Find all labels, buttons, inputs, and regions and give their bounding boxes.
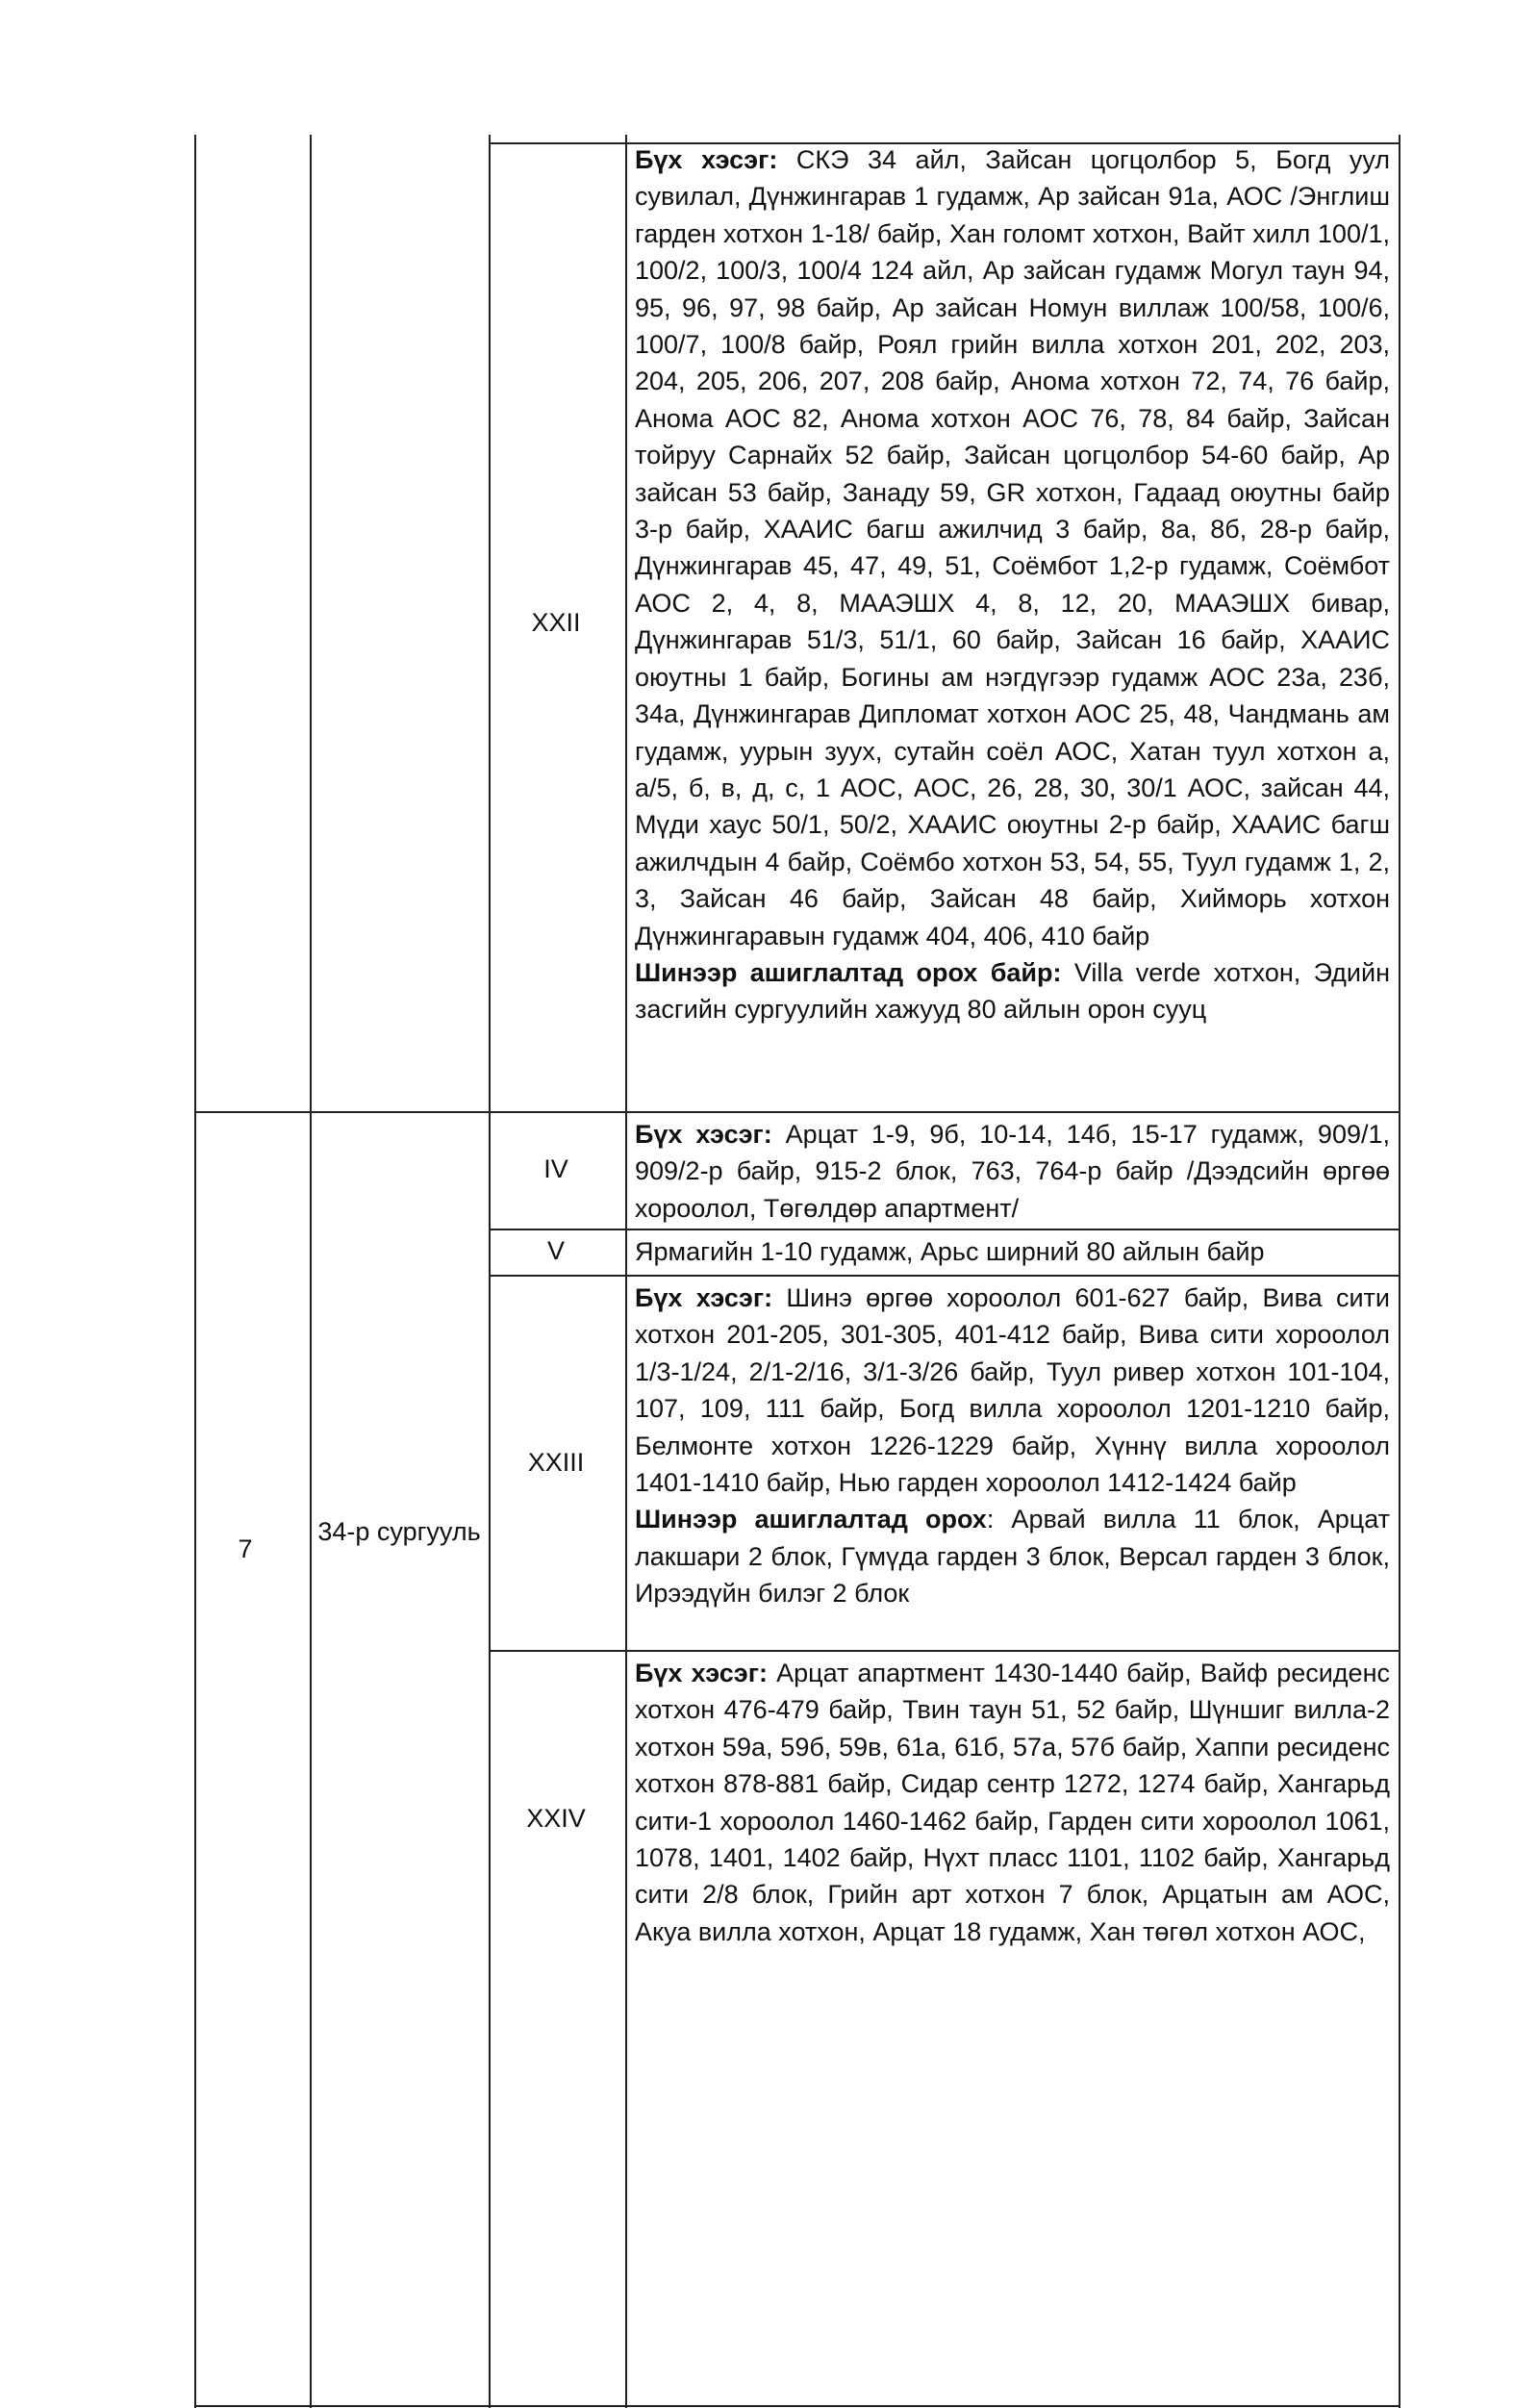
- address-paragraph: [635, 1501, 1390, 1611]
- section-label: Шинээр ашиглалтад орох байр:: [635, 957, 1062, 987]
- khoroo-number: XXIII: [527, 1448, 585, 1477]
- row-number: 7: [238, 1534, 253, 1563]
- address-text: Villa verde хотхон, Эдийн засгийн сургуулийн хажууд 80 айлын орон сууц: [635, 957, 1390, 1025]
- table-border-left: [194, 135, 196, 2408]
- school-name: 34-р сургууль: [317, 1517, 481, 1546]
- table-border-right: [1399, 135, 1400, 2408]
- section-label: Бүх хэсэг:: [635, 1120, 772, 1149]
- address-paragraph: [635, 1116, 1390, 1227]
- address-text: Арцат апартмент 1430-1440 байр, Вайф ресиденс хотхон 476-479 байр, Твин таун 51, 52 байр, Шүншиг вилла-2 хотхон 59а, 59б, 59в, 61а, 61б, 57а, 57б байр, Хаппи ресиденс хотхон 878-881 байр, Сидар сентр 1272, 1274 байр, Хангарьд сити-1 хороолол 1460-1462 байр, Гарден сити хороолол 1061, 1078, 1401, 1402 байр, Нүхт пласс 1101, 1102 байр, Хангарьд сити 2/8 блок, Грийн арт хотхон 7 блок, Арцатын ам АОС, Акуа вилла хотхон, Арцат 18 гудамж, Хан төгөл хотхон АОС,: [635, 1659, 1390, 1946]
- address-paragraph: [635, 1655, 1390, 1950]
- address-cell: [635, 1655, 1390, 1950]
- row-divider: [489, 1229, 1400, 1230]
- address-paragraph: [635, 954, 1390, 1028]
- address-text: Ярмагийн 1-10 гудамж, Арьс ширний 80 айлын байр: [635, 1237, 1265, 1266]
- row-divider: [489, 1275, 1400, 1277]
- section-label: Бүх хэсэг:: [635, 1659, 768, 1687]
- address-cell: [635, 141, 1390, 1028]
- khoroo-number: V: [546, 1236, 565, 1265]
- khoroo-number: IV: [543, 1154, 568, 1183]
- khoroo-number: XXIV: [526, 1804, 586, 1833]
- row-divider: [194, 2405, 1400, 2407]
- table-border-col2: [489, 135, 491, 2408]
- khoroo-number: XXII: [531, 608, 581, 637]
- address-text: Арцат 1-9, 9б, 10-14, 14б, 15-17 гудамж, 909/1, 909/2-р байр, 915-2 блок, 763, 764-р байр /Дээдсийн өргөө хороолол, Төгөлдөр апартмент/: [635, 1120, 1390, 1223]
- address-paragraph: [635, 141, 1390, 954]
- address-cell: [635, 1280, 1390, 1612]
- row-divider: [489, 1650, 1400, 1652]
- address-text: : Арвай вилла 11 блок, Арцат лакшари 2 блок, Гүмүда гарден 3 блок, Версал гарден 3 блок, Ирээдүйн билэг 2 блок: [635, 1505, 1390, 1609]
- address-paragraph: [635, 1280, 1390, 1501]
- address-text: СКЭ 34 айл, Зайсан цогцолбор 5, Богд уул сувилал, Дүнжингарав 1 гудамж, Ар зайсан 91а, АОС /Энглиш гарден хотхон 1-18/ байр, Хан голомт хотхон, Вайт хилл 100/1, 100/2, 100/3, 100/4 124 айл, Ар зайсан гудамж Могул таун 94, 95, 96, 97, 98 байр, Ар зайсан Номун виллаж 100/58, 100/6, 100/7, 100/8 байр, Роял грийн вилла хотхон 201, 202, 203, 204, 205, 206, 207, 208 байр, Анома хотхон 72, 74, 76 байр, Анома АОС 82, Анома хотхон АОС 76, 78, 84 байр, Зайсан тойруу Сарнайх 52 байр, Зайсан цогцолбор 54-60 байр, Ар зайсан 53 байр, Занаду 59, GR хотхон, Гадаад оюутны байр 3-р байр, ХААИС багш ажилчид 3 байр, 8а, 8б, 28-р байр, Дүнжингарав 45, 47, 49, 51, Соёмбот 1,2-р гудамж, Соёмбот АОС 2, 4, 8, МААЭШХ 4, 8, 12, 20, МААЭШХ бивар, Дүнжингарав 51/3, 51/1, 60 байр, Зайсан 16 байр, ХААИС оюутны 1 байр, Богины ам нэгдүгээр гудамж АОС 23а, 23б, 34а, Дүнжингарав Дипломат хотхон АОС 25, 48, Чандмань ам гудамж, уурын зуух, сутайн соёл АОС, Хатан туул хотхон а, а/5, б, в, д, с, 1 АОС, АОС, 26, 28, 30, 30/1 АОС, зайсан 44, Мүди хаус 50/1, 50/2, ХААИС оюутны 2-р байр, ХААИС багш ажилчдын 4 байр, Соёмбо хотхон 53, 54, 55, Туул гудамж 1, 2, 3, Зайсан 46 байр, Зайсан 48 байр, Хийморь хотхон Дүнжингаравын гудамж 404, 406, 410 байр: [635, 145, 1390, 951]
- address-paragraph: [635, 1233, 1390, 1270]
- section-label: Бүх хэсэг:: [635, 145, 778, 174]
- row-divider: [194, 1111, 1400, 1113]
- section-label: Шинээр ашиглалтад орох: [635, 1505, 987, 1534]
- table-border-col1: [310, 135, 312, 2408]
- section-label: Бүх хэсэг:: [635, 1283, 773, 1312]
- address-cell: [635, 1116, 1390, 1227]
- address-text: Шинэ өргөө хороолол 601-627 байр, Вива сити хотхон 201-205, 301-305, 401-412 байр, Вива сити хороолол 1/3-1/24, 2/1-2/16, 3/1-3/26 байр, Туул ривер хотхон 101-104, 107, 109, 111 байр, Богд вилла хороолол 1201-1210 байр, Белмонте хотхон 1226-1229 байр, Хүннү вилла хороолол 1401-1410 байр, Нью гарден хороолол 1412-1424 байр: [635, 1283, 1390, 1498]
- table-border-col3: [625, 135, 627, 2408]
- address-cell: [635, 1233, 1390, 1270]
